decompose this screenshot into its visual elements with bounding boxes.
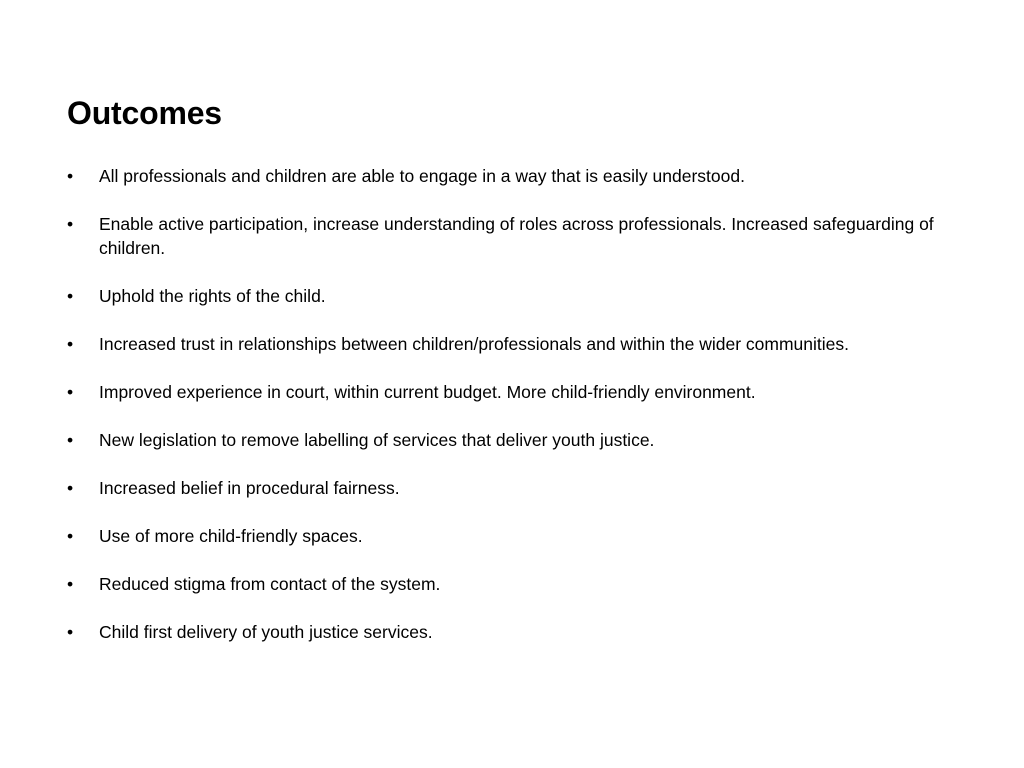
bullet-icon: • <box>67 430 74 450</box>
list-item-text: Enable active participation, increase understanding of roles across professionals. Increased safeguarding of children. <box>99 214 934 258</box>
list-item <box>67 332 967 356</box>
bullet-icon: • <box>67 622 74 642</box>
bullet-icon: • <box>67 334 74 354</box>
list-item-text: Increased trust in relationships between children/professionals and within the wider communities. <box>99 334 849 354</box>
list-item-text: All professionals and children are able to engage in a way that is easily understood. <box>99 166 745 186</box>
list-item <box>67 212 967 260</box>
slide-title: Outcomes <box>67 95 222 131</box>
list-item <box>67 284 967 308</box>
outcomes-list <box>67 164 967 668</box>
bullet-icon: • <box>67 574 74 594</box>
list-item <box>67 164 967 188</box>
bullet-icon: • <box>67 214 74 234</box>
list-item <box>67 620 967 644</box>
bullet-icon: • <box>67 382 74 402</box>
bullet-icon: • <box>67 478 74 498</box>
list-item-text: Uphold the rights of the child. <box>99 286 326 306</box>
list-item <box>67 524 967 548</box>
list-item-text: Increased belief in procedural fairness. <box>99 478 400 498</box>
list-item-text: Reduced stigma from contact of the system. <box>99 574 441 594</box>
list-item <box>67 476 967 500</box>
bullet-icon: • <box>67 286 74 306</box>
list-item-text: Improved experience in court, within current budget. More child-friendly environment. <box>99 382 756 402</box>
bullet-icon: • <box>67 166 74 186</box>
list-item-text: New legislation to remove labelling of services that deliver youth justice. <box>99 430 655 450</box>
list-item <box>67 380 967 404</box>
list-item-text: Child first delivery of youth justice services. <box>99 622 433 642</box>
list-item <box>67 428 967 452</box>
list-item <box>67 572 967 596</box>
bullet-icon: • <box>67 526 74 546</box>
list-item-text: Use of more child-friendly spaces. <box>99 526 363 546</box>
